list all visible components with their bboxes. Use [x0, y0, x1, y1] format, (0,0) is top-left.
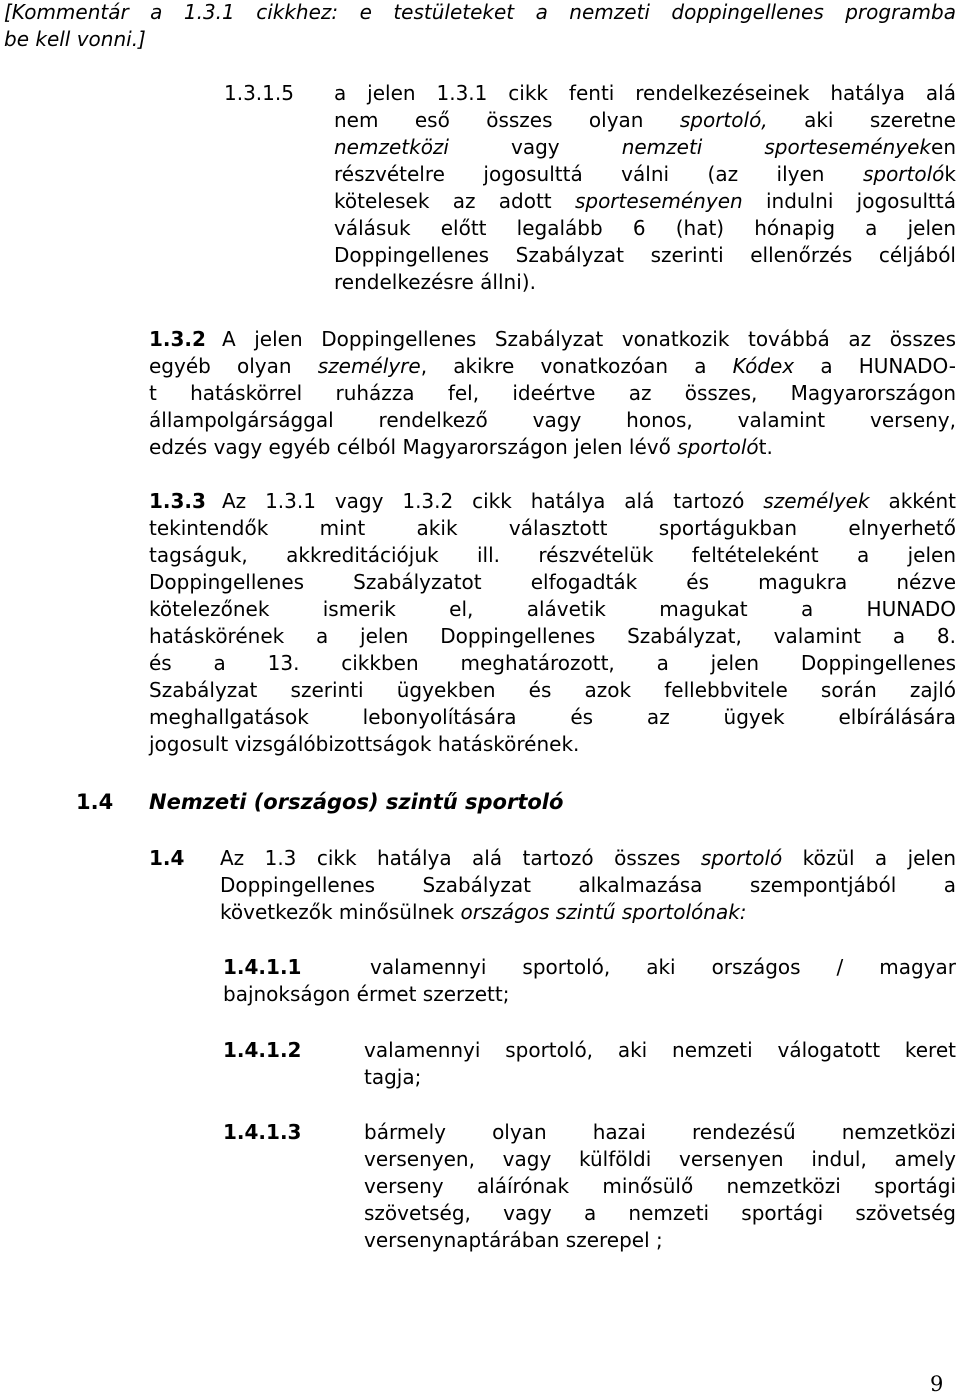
text-run: indulni jogosulttá [742, 189, 956, 213]
italic-run: sportoló [677, 435, 759, 459]
text-run: meghallgatások lebonyolítására és az ügyek elbírálására [149, 705, 956, 729]
text-line [149, 570, 956, 597]
text-line [149, 354, 956, 381]
text-line [149, 597, 956, 624]
text-line [334, 189, 956, 216]
text-line [364, 1065, 956, 1092]
italic-run: sportoló [862, 162, 945, 186]
text-run: aki szeretne [767, 108, 956, 132]
section-number: 1.4.1.3 [223, 1120, 302, 1144]
italic-run: sporteseményen [574, 189, 743, 213]
text-run: szövetség, vagy a nemzeti sportági szövetség [364, 1201, 956, 1225]
text-run: versenynaptárában szerepel ; [364, 1228, 663, 1252]
text-run: vagy [448, 135, 622, 159]
text-run: en [931, 135, 957, 159]
text-line [364, 1147, 956, 1174]
italic-run: országos szintű sportolónak: [460, 900, 747, 924]
text-run: akként [869, 489, 956, 513]
text-line: bajnokságon érmet szerzett; [223, 982, 510, 1006]
italic-run: nemzetközi [334, 135, 449, 159]
text-run: kötelesek az adott [334, 189, 575, 213]
text-line [149, 651, 956, 678]
text-run: részvételre jogosulttá válni (az ilyen [334, 162, 863, 186]
text-run: állampolgársággal rendelkező vagy honos, valamint verseny, [149, 408, 956, 432]
text-line [364, 1228, 956, 1255]
text-line [334, 216, 956, 243]
text-run: bármely olyan hazai rendezésű nemzetközi [364, 1120, 956, 1144]
section-number: 1.4 [149, 846, 185, 870]
paragraph-1-3-1-5 [334, 81, 956, 297]
text-run: Doppingellenes Szabályzat alkalmazása szempontjából a [220, 873, 956, 897]
text-run: rendelkezésre állni). [334, 270, 536, 294]
text-run: versenyen, vagy külföldi versenyen indul, amely [364, 1147, 956, 1171]
text-run: válásuk előtt legalább 6 (hat) hónapig a jelen [334, 216, 956, 240]
text-run: A jelen Doppingellenes Szabályzat vonatkozik továbbá az összes [222, 327, 956, 351]
text-run: a jelen 1.3.1 cikk fenti rendelkezéseinek hatálya alá [334, 81, 956, 105]
text-line [364, 1038, 956, 1065]
text-line [364, 1174, 956, 1201]
section-heading: Nemzeti (országos) szintű sportoló [149, 790, 564, 814]
text-run: Az 1.3.1 vagy 1.3.2 cikk hatálya alá tartozó [222, 489, 764, 513]
text-run: nem eső összes olyan [334, 108, 680, 132]
section-number: 1.4.1.2 [223, 1038, 302, 1062]
text-run: tagja; [364, 1065, 422, 1089]
text-line [220, 900, 956, 927]
text-line [149, 543, 956, 570]
section-number: 1.3.2 [149, 327, 206, 351]
section-number: 1.3.1.5 [224, 81, 294, 105]
heading-number: 1.4 [76, 790, 114, 814]
text-run: hatáskörének a jelen Doppingellenes Szabályzat, valamint a 8. [149, 624, 956, 648]
text-line [220, 873, 956, 900]
text-line [364, 1120, 956, 1147]
text-line [334, 243, 956, 270]
text-run: és a 13. cikkben meghatározott, a jelen Doppingellenes [149, 651, 956, 675]
text-line [364, 1201, 956, 1228]
text-line [149, 489, 956, 516]
text-run: tagságuk, akkreditációjuk ill. részvételük feltételeként a jelen [149, 543, 956, 567]
text-line [149, 408, 956, 435]
paragraph-1-4-1-2 [364, 1038, 956, 1092]
paragraph-1-3-2 [149, 327, 956, 462]
text-run: következők minősülnek [220, 900, 461, 924]
text-line [149, 381, 956, 408]
text-run: Az 1.3 cikk hatálya alá tartozó összes [220, 846, 701, 870]
text-run: tekintendők mint akik választott sportágukban elnyerhető [149, 516, 956, 540]
text-run: k [944, 162, 956, 186]
text-run: Doppingellenes Szabályzatot elfogadták és magukra nézve [149, 570, 956, 594]
paragraph-1-4-1-1 [370, 955, 956, 982]
comment-line: [Kommentár a 1.3.1 cikkhez: e testületeket a nemzeti doppingellenes programba [4, 0, 956, 24]
text-line [334, 81, 956, 108]
editor-comment [4, 0, 956, 54]
italic-run: Kódex [732, 354, 795, 378]
text-run: Szabályzat szerinti ügyekben és azok fellebbvitele során zajló [149, 678, 956, 702]
text-line [149, 705, 956, 732]
text-line [220, 846, 956, 873]
text-run: t hatáskörrel ruházza fel, ideértve az összes, Magyarországon [149, 381, 956, 405]
text-line [149, 732, 956, 759]
text-line [149, 327, 956, 354]
text-run: egyéb olyan [149, 354, 318, 378]
text-run: edzés vagy egyéb célból Magyarországon jelen lévő [149, 435, 678, 459]
paragraph-1-4-1-3 [364, 1120, 956, 1255]
text-run: jogosult vizsgálóbizottságok hatáskörének. [149, 732, 580, 756]
text-line [149, 435, 956, 462]
text-line [334, 108, 956, 135]
text-run: közül a jelen [782, 846, 957, 870]
text-line [149, 624, 956, 651]
text-line: valamennyi sportoló, aki országos / magyar [370, 955, 956, 979]
text-run: Doppingellenes Szabályzat szerinti ellenőrzés céljából [334, 243, 956, 267]
text-line [334, 162, 956, 189]
comment-line: be kell vonni.] [4, 27, 146, 51]
text-line [334, 135, 956, 162]
text-run: verseny aláírónak minősülő nemzetközi sportági [364, 1174, 956, 1198]
italic-run: személyre [317, 354, 421, 378]
paragraph-1-4 [220, 846, 956, 927]
text-line [149, 516, 956, 543]
text-run: a HUNADO- [794, 354, 956, 378]
section-number: 1.4.1.1 [223, 955, 302, 979]
italic-run: sportoló, [679, 108, 768, 132]
section-number: 1.3.3 [149, 489, 206, 513]
italic-run: nemzeti sportesemények [621, 135, 932, 159]
text-run: kötelezőnek ismerik el, alávetik magukat a HUNADO [149, 597, 956, 621]
text-run: t. [758, 435, 773, 459]
paragraph-1-4-1-1-continued [223, 982, 956, 1009]
text-line [334, 270, 956, 297]
page-number: 9 [930, 1372, 944, 1395]
italic-run: személyek [763, 489, 870, 513]
text-line [149, 678, 956, 705]
paragraph-1-3-3 [149, 489, 956, 759]
text-run: valamennyi sportoló, aki nemzeti válogatott keret [364, 1038, 956, 1062]
text-run: , akikre vonatkozóan a [420, 354, 733, 378]
italic-run: sportoló [700, 846, 783, 870]
